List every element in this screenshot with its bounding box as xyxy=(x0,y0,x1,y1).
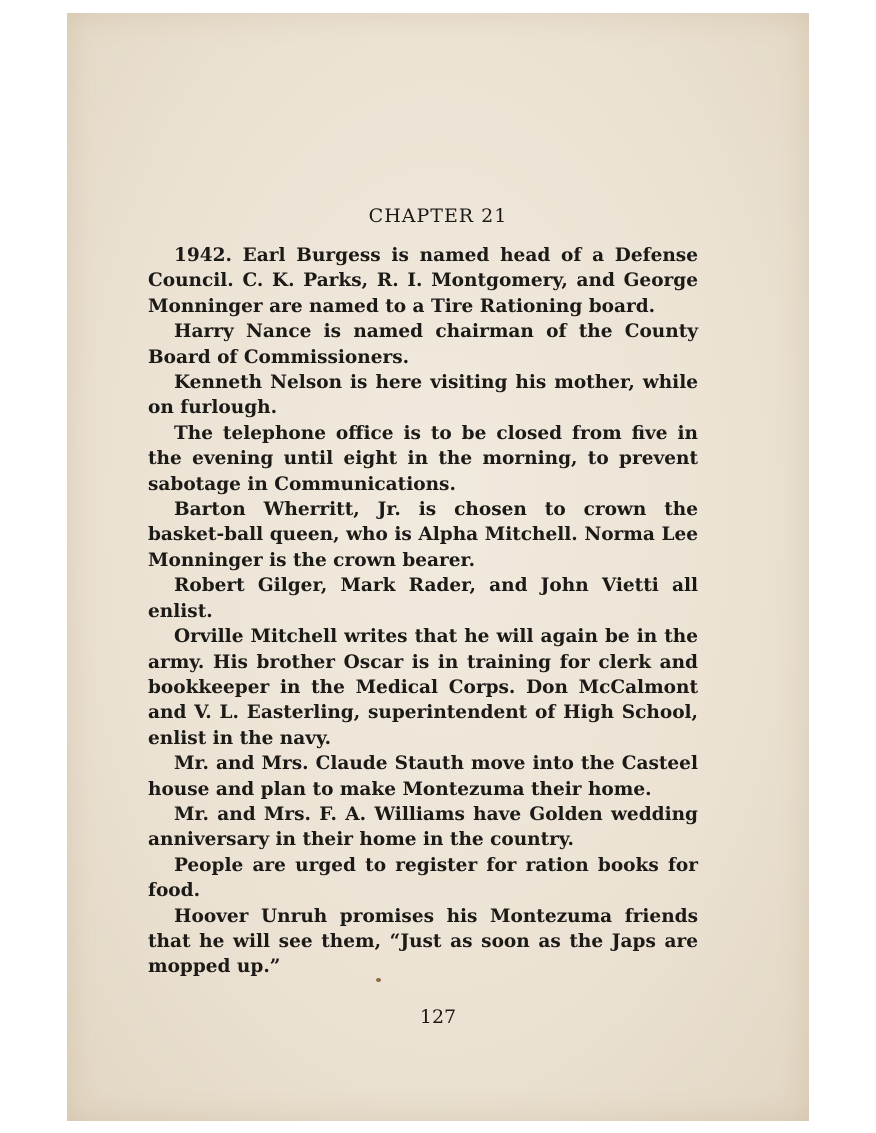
chapter-title: CHAPTER 21 xyxy=(368,205,508,227)
paragraph: Mr. and Mrs. F. A. Williams have Golden wedding anniversary in their home in the country. xyxy=(148,803,698,851)
paragraph: Robert Gilger, Mark Rader, and John Vietti all enlist. xyxy=(148,575,698,622)
paragraph: Orville Mitchell writes that he will again be in the army. His brother Oscar is in training for clerk and bookkeeper in the Medical Corps. Don McCalmont and V. L. Easterling, superintendent of High School, enlist in the navy. xyxy=(148,626,698,749)
paragraph: 1942. Earl Burgess is named head of a Defense Council. C. K. Parks, R. I. Montgomery, and George Monninger are named to a Tire Rationing board. xyxy=(148,245,698,317)
paragraph: Barton Wherritt, Jr. is chosen to crown the basket-ball queen, who is Alpha Mitchell. Norma Lee Monninger is the crown bearer. xyxy=(148,499,698,571)
page-number: 127 xyxy=(419,1006,457,1028)
paragraph: People are urged to register for ration books for food. xyxy=(148,854,698,902)
paragraph: The telephone office is to be closed from five in the evening until eight in the morning, to prevent sabotage in Communications. xyxy=(148,422,698,495)
paragraph: Mr. and Mrs. Claude Stauth move into the Casteel house and plan to make Montezuma their home. xyxy=(148,753,698,800)
book-page xyxy=(67,13,809,1121)
paragraph: Harry Nance is named chairman of the County Board of Commissioners. xyxy=(148,321,698,368)
paragraph: Hoover Unruh promises his Montezuma friends that he will see them, “Just as soon as the Japs are mopped up.” xyxy=(148,905,698,978)
paragraph: Kenneth Nelson is here visiting his mother, while on furlough. xyxy=(148,372,698,419)
chapter-body xyxy=(148,243,698,980)
paper-speck xyxy=(376,978,381,982)
